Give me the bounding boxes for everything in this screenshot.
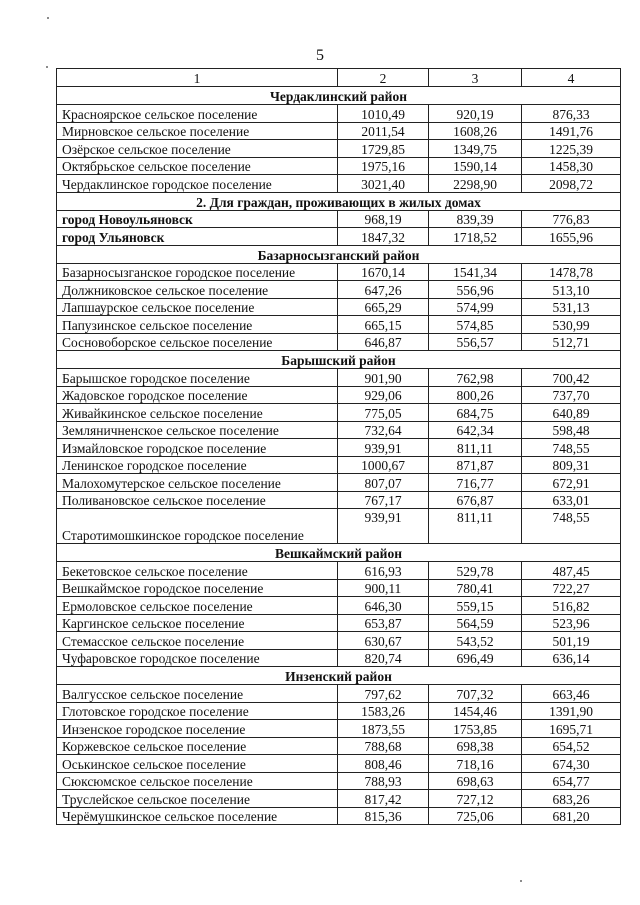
value-col4-cell: 776,83 [522, 210, 621, 228]
section-header-row [57, 87, 621, 105]
table-row [57, 439, 621, 457]
value-col2-cell: 665,15 [338, 316, 429, 334]
value-col3-cell: 642,34 [429, 421, 522, 439]
settlement-name-cell: Старотимошкинское городское поселение [57, 509, 338, 544]
settlement-name-cell: Лапшаурское сельское поселение [57, 298, 338, 316]
table-row [57, 210, 621, 228]
value-col3-cell: 707,32 [429, 685, 522, 703]
value-col4-cell: 598,48 [522, 421, 621, 439]
value-col3-cell: 1541,34 [429, 263, 522, 281]
table-row [57, 807, 621, 825]
value-col3-cell: 839,39 [429, 210, 522, 228]
value-col2-cell: 1975,16 [338, 157, 429, 175]
table-row [57, 421, 621, 439]
value-col2-cell: 1583,26 [338, 702, 429, 720]
value-col3-cell: 725,06 [429, 807, 522, 825]
value-col4-cell: 654,77 [522, 772, 621, 790]
value-col2-cell: 647,26 [338, 281, 429, 299]
value-col2-cell: 788,68 [338, 737, 429, 755]
settlement-name-cell: Глотовское городское поселение [57, 702, 338, 720]
value-col2-cell: 616,93 [338, 562, 429, 580]
value-col4-cell: 876,33 [522, 105, 621, 123]
settlement-name-cell: Октябрьское сельское поселение [57, 157, 338, 175]
table-row [57, 298, 621, 316]
column-header-4: 4 [522, 69, 621, 87]
table-row [57, 263, 621, 281]
table-row [57, 140, 621, 158]
section-header-row [57, 192, 621, 210]
value-col4-cell: 640,89 [522, 404, 621, 422]
value-col4-cell: 487,45 [522, 562, 621, 580]
value-col2-cell: 900,11 [338, 579, 429, 597]
value-col4-cell: 681,20 [522, 807, 621, 825]
value-col2-cell: 732,64 [338, 421, 429, 439]
value-col4-cell: 513,10 [522, 281, 621, 299]
settlement-name-cell: Бекетовское сельское поселение [57, 562, 338, 580]
column-header-2: 2 [338, 69, 429, 87]
table-row [57, 157, 621, 175]
value-col4-cell: 683,26 [522, 790, 621, 808]
value-col4-cell: 531,13 [522, 298, 621, 316]
column-header-1: 1 [57, 69, 338, 87]
table-row [57, 737, 621, 755]
value-col2-cell: 820,74 [338, 649, 429, 667]
value-col2-cell: 665,29 [338, 298, 429, 316]
value-col3-cell: 716,77 [429, 474, 522, 492]
settlement-name-cell: Инзенское городское поселение [57, 720, 338, 738]
section-title: Чердаклинский район [57, 87, 621, 105]
table-row [57, 333, 621, 351]
value-col4-cell: 654,52 [522, 737, 621, 755]
value-col4-cell: 530,99 [522, 316, 621, 334]
settlement-name-cell: Должниковское сельское поселение [57, 281, 338, 299]
settlement-name-cell: Ермоловское сельское поселение [57, 597, 338, 615]
value-col3-cell: 727,12 [429, 790, 522, 808]
value-col2-cell: 968,19 [338, 210, 429, 228]
value-col4-cell: 663,46 [522, 685, 621, 703]
table-row [57, 404, 621, 422]
value-col4-cell: 748,55 [522, 439, 621, 457]
value-col3-cell: 762,98 [429, 369, 522, 387]
value-col4-cell: 1478,78 [522, 263, 621, 281]
value-col2-cell: 808,46 [338, 755, 429, 773]
table-row [57, 579, 621, 597]
settlement-name-cell: Чуфаровское городское поселение [57, 649, 338, 667]
value-col2-cell: 1729,85 [338, 140, 429, 158]
value-col2-cell: 653,87 [338, 614, 429, 632]
value-col2-cell: 1670,14 [338, 263, 429, 281]
table-row [57, 105, 621, 123]
settlement-name-cell: Коржевское сельское поселение [57, 737, 338, 755]
section-title: Вешкаймский район [57, 544, 621, 562]
value-col3-cell: 676,87 [429, 491, 522, 509]
value-col3-cell: 811,11 [429, 509, 522, 544]
value-col3-cell: 696,49 [429, 649, 522, 667]
tariff-table-body [57, 69, 621, 825]
value-col3-cell: 698,38 [429, 737, 522, 755]
value-col4-cell: 1695,71 [522, 720, 621, 738]
settlement-name-cell: Барышское городское поселение [57, 369, 338, 387]
value-col2-cell: 797,62 [338, 685, 429, 703]
value-col2-cell: 807,07 [338, 474, 429, 492]
section-title: Барышский район [57, 351, 621, 369]
table-row [57, 316, 621, 334]
value-col3-cell: 556,96 [429, 281, 522, 299]
value-col3-cell: 1608,26 [429, 122, 522, 140]
table-row [57, 649, 621, 667]
section-header-row [57, 351, 621, 369]
value-col3-cell: 811,11 [429, 439, 522, 457]
value-col4-cell: 722,27 [522, 579, 621, 597]
value-col4-cell: 1391,90 [522, 702, 621, 720]
value-col3-cell: 559,15 [429, 597, 522, 615]
settlement-name-cell: Ленинское городское поселение [57, 456, 338, 474]
table-row [57, 509, 621, 544]
settlement-name-cell: город Новоульяновск [57, 210, 338, 228]
settlement-name-cell: Земляничненское сельское поселение [57, 421, 338, 439]
column-header-3: 3 [429, 69, 522, 87]
value-col3-cell: 2298,90 [429, 175, 522, 193]
settlement-name-cell: Малохомутерское сельское поселение [57, 474, 338, 492]
section-title: 2. Для граждан, проживающих в жилых домах [57, 192, 621, 210]
value-col3-cell: 718,16 [429, 755, 522, 773]
value-col4-cell: 809,31 [522, 456, 621, 474]
settlement-name-cell: Красноярское сельское поселение [57, 105, 338, 123]
settlement-name-cell: Поливановское сельское поселение [57, 491, 338, 509]
table-row [57, 755, 621, 773]
value-col2-cell: 1847,32 [338, 228, 429, 246]
value-col4-cell: 516,82 [522, 597, 621, 615]
value-col2-cell: 929,06 [338, 386, 429, 404]
value-col4-cell: 633,01 [522, 491, 621, 509]
value-col2-cell: 630,67 [338, 632, 429, 650]
value-col2-cell: 939,91 [338, 509, 429, 544]
table-row [57, 772, 621, 790]
value-col3-cell: 574,99 [429, 298, 522, 316]
value-col4-cell: 1655,96 [522, 228, 621, 246]
settlement-name-cell: Чердаклинское городское поселение [57, 175, 338, 193]
page-number: 5 [316, 47, 324, 64]
settlement-name-cell: Живайкинское сельское поселение [57, 404, 338, 422]
settlement-name-cell: Вешкаймское городское поселение [57, 579, 338, 597]
table-row [57, 702, 621, 720]
settlement-name-cell: город Ульяновск [57, 228, 338, 246]
section-header-row [57, 667, 621, 685]
tariff-table [56, 68, 621, 825]
value-col2-cell: 2011,54 [338, 122, 429, 140]
value-col3-cell: 1454,46 [429, 702, 522, 720]
value-col3-cell: 684,75 [429, 404, 522, 422]
value-col2-cell: 646,87 [338, 333, 429, 351]
value-col4-cell: 1491,76 [522, 122, 621, 140]
value-col4-cell: 2098,72 [522, 175, 621, 193]
table-row [57, 456, 621, 474]
value-col3-cell: 1590,14 [429, 157, 522, 175]
value-col2-cell: 817,42 [338, 790, 429, 808]
table-row [57, 597, 621, 615]
value-col2-cell: 1873,55 [338, 720, 429, 738]
table-row [57, 175, 621, 193]
value-col3-cell: 564,59 [429, 614, 522, 632]
value-col3-cell: 1753,85 [429, 720, 522, 738]
value-col4-cell: 501,19 [522, 632, 621, 650]
settlement-name-cell: Оськинское сельское поселение [57, 755, 338, 773]
value-col4-cell: 672,91 [522, 474, 621, 492]
scan-speck [46, 66, 48, 68]
settlement-name-cell: Базарносызганское городское поселение [57, 263, 338, 281]
section-title: Базарносызганский район [57, 245, 621, 263]
scan-speck [47, 17, 49, 19]
table-row [57, 386, 621, 404]
table-row [57, 685, 621, 703]
table-row [57, 562, 621, 580]
value-col3-cell: 920,19 [429, 105, 522, 123]
table-row [57, 491, 621, 509]
value-col3-cell: 543,52 [429, 632, 522, 650]
value-col3-cell: 1349,75 [429, 140, 522, 158]
section-header-row [57, 245, 621, 263]
column-header-row [57, 69, 621, 87]
settlement-name-cell: Стемасское сельское поселение [57, 632, 338, 650]
table-row [57, 281, 621, 299]
settlement-name-cell: Озёрское сельское поселение [57, 140, 338, 158]
value-col2-cell: 646,30 [338, 597, 429, 615]
value-col2-cell: 775,05 [338, 404, 429, 422]
value-col4-cell: 512,71 [522, 333, 621, 351]
value-col2-cell: 815,36 [338, 807, 429, 825]
value-col4-cell: 636,14 [522, 649, 621, 667]
value-col3-cell: 556,57 [429, 333, 522, 351]
settlement-name-cell: Жадовское городское поселение [57, 386, 338, 404]
settlement-name-cell: Валгусское сельское поселение [57, 685, 338, 703]
value-col4-cell: 700,42 [522, 369, 621, 387]
value-col3-cell: 1718,52 [429, 228, 522, 246]
settlement-name-cell: Труслейское сельское поселение [57, 790, 338, 808]
value-col3-cell: 871,87 [429, 456, 522, 474]
value-col2-cell: 767,17 [338, 491, 429, 509]
settlement-name-cell: Черёмушкинское сельское поселение [57, 807, 338, 825]
value-col2-cell: 1010,49 [338, 105, 429, 123]
value-col4-cell: 748,55 [522, 509, 621, 544]
value-col4-cell: 1458,30 [522, 157, 621, 175]
settlement-name-cell: Сосновоборское сельское поселение [57, 333, 338, 351]
value-col2-cell: 1000,67 [338, 456, 429, 474]
settlement-name-cell: Каргинское сельское поселение [57, 614, 338, 632]
value-col2-cell: 788,93 [338, 772, 429, 790]
table-row [57, 720, 621, 738]
value-col2-cell: 939,91 [338, 439, 429, 457]
settlement-name-cell: Сюксюмское сельское поселение [57, 772, 338, 790]
settlement-name-cell: Измайловское городское поселение [57, 439, 338, 457]
value-col2-cell: 901,90 [338, 369, 429, 387]
table-row [57, 790, 621, 808]
value-col4-cell: 523,96 [522, 614, 621, 632]
table-row [57, 632, 621, 650]
value-col3-cell: 698,63 [429, 772, 522, 790]
section-title: Инзенский район [57, 667, 621, 685]
table-row [57, 369, 621, 387]
table-row [57, 228, 621, 246]
value-col2-cell: 3021,40 [338, 175, 429, 193]
value-col4-cell: 674,30 [522, 755, 621, 773]
table-row [57, 614, 621, 632]
value-col3-cell: 800,26 [429, 386, 522, 404]
value-col3-cell: 574,85 [429, 316, 522, 334]
table-row [57, 122, 621, 140]
section-header-row [57, 544, 621, 562]
scan-speck [520, 880, 522, 882]
value-col3-cell: 780,41 [429, 579, 522, 597]
value-col4-cell: 1225,39 [522, 140, 621, 158]
value-col4-cell: 737,70 [522, 386, 621, 404]
settlement-name-cell: Мирновское сельское поселение [57, 122, 338, 140]
value-col3-cell: 529,78 [429, 562, 522, 580]
table-row [57, 474, 621, 492]
settlement-name-cell: Папузинское сельское поселение [57, 316, 338, 334]
